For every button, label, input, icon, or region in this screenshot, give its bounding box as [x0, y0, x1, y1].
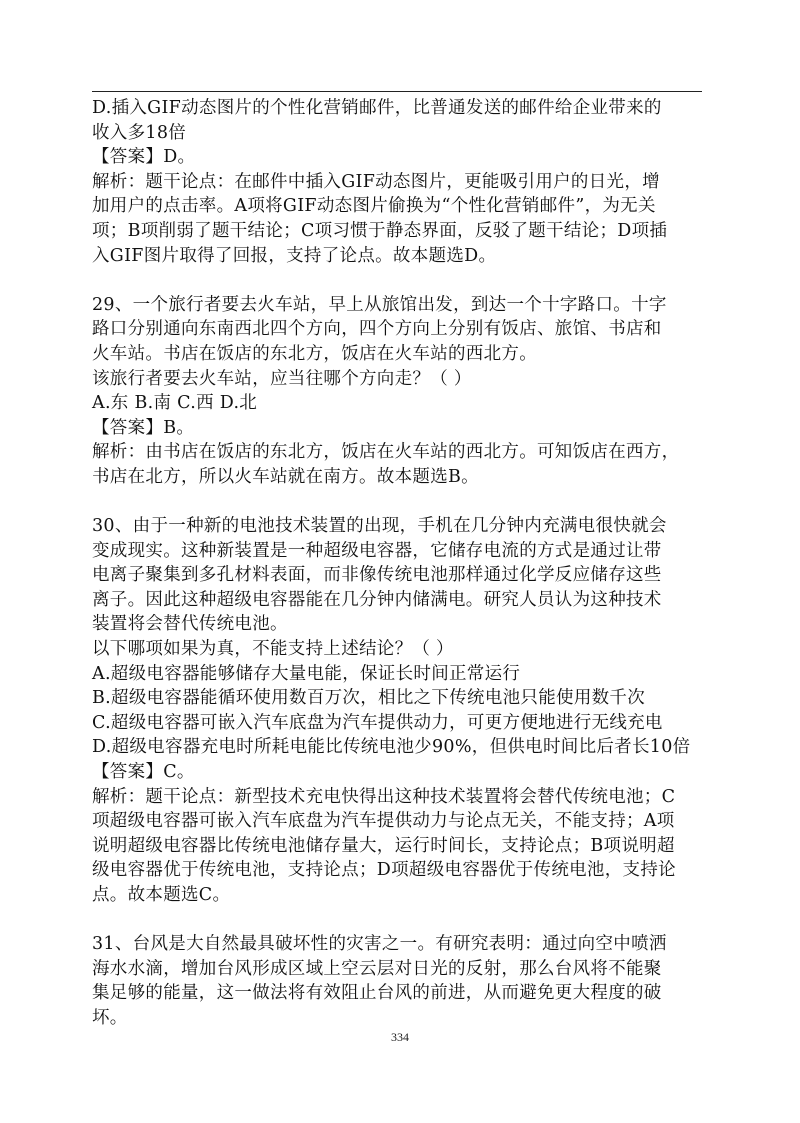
paragraph-gap	[92, 908, 704, 933]
question-29-answer: 【答案】B。	[92, 417, 195, 438]
page-number: 334	[391, 1030, 409, 1044]
text-line: 级电容器优于传统电池，支持论点；D项超级电容器优于传统电池，支持论	[92, 860, 676, 881]
text-line: 路口分别通向东南西北四个方向，四个方向上分别有饭店、旅馆、书店和	[92, 319, 662, 340]
text-line: 说明超级电容器比传统电池储存量大，运行时间长，支持论点；B项说明超	[92, 835, 675, 856]
text-line: 集足够的能量，这一做法将有效阻止台风的前进，从而避免更大程度的破	[92, 983, 662, 1004]
text-line: 火车站。书店在饭店的东北方，饭店在火车站的西北方。	[92, 343, 537, 364]
text-line: 书店在北方，所以火车站就在南方。故本题选B。	[92, 466, 479, 487]
question-29-options: A.东 B.南 C.西 D.北	[92, 393, 258, 414]
question-30-analysis	[92, 785, 704, 908]
option-b: B.超级电容器能循环使用数百万次，相比之下传统电池只能使用数千次	[92, 688, 646, 709]
paragraph-gap	[92, 268, 704, 293]
text-line: 离子。因此这种超级电容器能在几分钟内储满电。研究人员认为这种技术	[92, 589, 662, 610]
text-line: 变成现实。这种新装置是一种超级电容器，它储存电流的方式是通过让带	[92, 540, 662, 561]
text-line: 29、一个旅行者要去火车站，早上从旅馆出发，到达一个十字路口。十字	[92, 294, 667, 315]
text-line: 31、台风是大自然最具破坏性的灾害之一。有研究表明：通过向空中喷洒	[92, 934, 667, 955]
text-line: 30、由于一种新的电池技术装置的出现，手机在几分钟内充满电很快就会	[92, 516, 667, 537]
option-a: A.超级电容器能够储存大量电能，保证长时间正常运行	[92, 663, 521, 684]
question-29-stem	[92, 293, 704, 391]
text-line: 点。故本题选C。	[92, 885, 231, 905]
question-29-analysis	[92, 440, 704, 489]
text-line: 加用户的点击率。A项将GIF动态图片偷换为“个性化营销邮件”，为无关	[92, 196, 656, 217]
previous-question-analysis	[92, 170, 704, 268]
question-30-options	[92, 662, 704, 760]
text-line: 项；B项削弱了题干结论；C项习惯于静态界面，反驳了题干结论；D项插	[92, 220, 668, 241]
text-line: 入GIF图片取得了回报，支持了论点。故本题选D。	[92, 245, 497, 266]
question-31-stem	[92, 932, 704, 1030]
text-line: 解析：由书店在饭店的东北方，饭店在火车站的西北方。可知饭店在西方，	[92, 442, 680, 463]
previous-question-option-d	[92, 96, 704, 145]
text-line: 坏。	[92, 1007, 128, 1028]
page-body	[92, 96, 704, 1031]
paragraph-gap	[92, 490, 704, 515]
text-line: 解析：题干论点：新型技术充电快得出这种技术装置将会替代传统电池；C	[92, 786, 676, 807]
question-30-answer: 【答案】C。	[92, 762, 195, 783]
previous-question-answer: 【答案】D。	[92, 147, 196, 168]
text-line: 以下哪项如果为真，不能支持上述结论？（ ）	[92, 639, 454, 660]
text-line: 电离子聚集到多孔材料表面，而非像传统电池那样通过化学反应储存这些	[92, 565, 662, 586]
text-line: 解析：题干论点：在邮件中插入GIF动态图片，更能吸引用户的日光，增	[92, 171, 660, 192]
option-c: C.超级电容器可嵌入汽车底盘为汽车提供动力，可更方便地进行无线充电	[92, 712, 663, 733]
header-rule	[92, 91, 702, 92]
question-30-stem	[92, 514, 704, 662]
option-d: D.超级电容器充电时所耗电能比传统电池少90%，但供电时间比后者长10倍	[92, 737, 691, 758]
text-line: 项超级电容器可嵌入汽车底盘为汽车提供动力与论点无关，不能支持；A项	[92, 811, 675, 832]
text-line: 装置将会替代传统电池。	[92, 614, 288, 635]
text-line: 海水水滴，增加台风形成区域上空云层对日光的反射，那么台风将不能聚	[92, 958, 662, 979]
text-line: 该旅行者要去火车站，应当往哪个方向走？（ ）	[92, 368, 472, 389]
text-line: 收入多18倍	[92, 122, 187, 143]
text-line: D.插入GIF动态图片的个性化营销邮件，比普通发送的邮件给企业带来的	[92, 98, 662, 118]
